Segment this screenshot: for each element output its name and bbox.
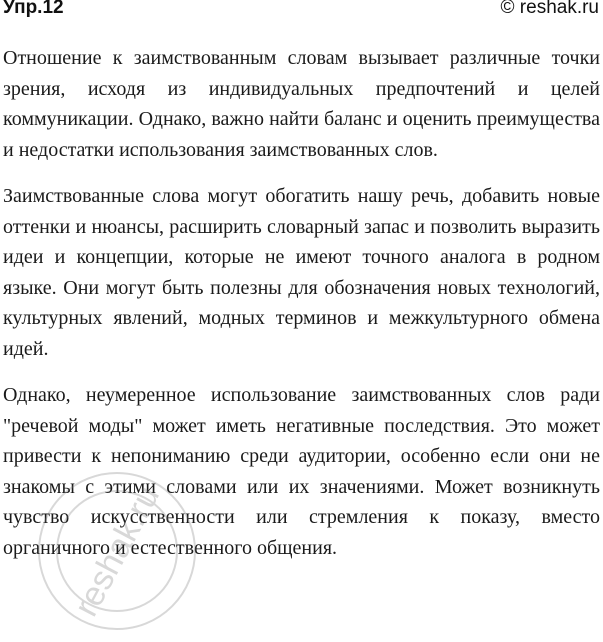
page-header [0,0,603,24]
document-body [3,43,600,579]
copyright-label: © reshak.ru [500,0,599,18]
exercise-title: Упр.12 [3,0,64,18]
paragraph-3: Однако, неумеренное использование заимствованных слов ради "речевой моды" может иметь негативные последствия. Это может привести к непониманию среди аудитории, особенно если они не знакомы с этими словами или их значениями. Может возникнуть чувство искусственности или стремления к показу, вместо органичного и естественного общения. [3,384,600,559]
paragraph-1: Отношение к заимствованным словам вызывает различные точки зрения, исходя из индивидуальных предпочтений и целей коммуникации. Однако, важно найти баланс и оценить преимущества и недостатки использования заимствованных слов. [3,47,600,161]
svg-text:reshak.ru: reshak.ru [66,479,168,623]
paragraph-2: Заимствованные слова могут обогатить нашу речь, добавить новые оттенки и нюансы, расширить словарный запас и позволить выразить идеи и концепции, которые не имеют точного аналога в родном языке. Они могут быть полезны для обозначения новых технологий, культурных явлений, модных терминов и межкультурного обмена идей. [3,185,600,360]
